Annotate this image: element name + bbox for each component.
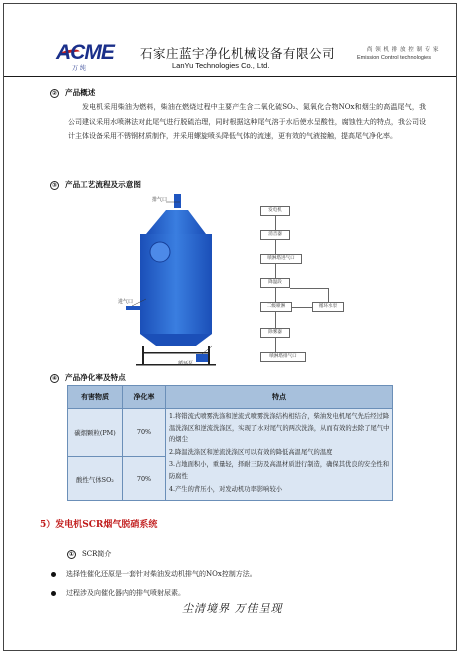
company-name-en: LanYu Technologies Co., Ltd.: [172, 61, 270, 70]
tower-label-inlet: 进气口: [118, 299, 134, 305]
company-name-cn: 石家庄蓝宇净化机械设备有限公司: [140, 46, 336, 61]
table-cell-rate: 70%: [136, 475, 152, 483]
table-cell-substance: 酸性气体SO₂: [76, 476, 114, 484]
flow-step-outlet: 喷淋塔排气口: [260, 352, 306, 362]
section-title: 产品净化率及特点: [65, 373, 126, 382]
subsection-title: SCR简介: [82, 550, 112, 558]
table-header-substance: 有害物质: [68, 386, 122, 408]
feature-item: 1.将错流式喷雾洗涤和逆流式喷雾洗涤结构相结合，柴油发电机尾气先后经过降温洗涤区和逆流洗涤区，实现了水对尾气的两次洗涤，从而有效的去除了尾气中的烟尘: [169, 413, 390, 443]
flow-step-demister: 除雾器: [260, 328, 290, 338]
efficiency-table: [67, 385, 393, 501]
bullet-text: 过程涉及向催化器内的排气喷射尿素。: [66, 589, 185, 597]
page-header: [4, 4, 456, 84]
feature-item: 3.占地面积小，重量轻，择耐三防及高温材质进行制造，确保其优良的安全性和防腐性: [169, 461, 390, 480]
tower-label-pump: 循环泵: [178, 361, 194, 367]
bullet-item: [51, 569, 257, 579]
flow-step-secondary-spray: 二级喷淋: [260, 302, 292, 312]
tagline-cn: 尚 领 机 排 放 控 制 专 家: [367, 47, 439, 53]
spray-tower-svg: [116, 194, 224, 372]
tagline-en: Emission Control technologies: [357, 55, 431, 61]
feature-item: 4.产生的背压小，对发动机功率影响较小: [169, 486, 283, 493]
process-flow-diagram: [254, 202, 366, 362]
section-heading-process: [50, 179, 141, 190]
section-heading-scr: 5）发电机SCR烟气脱硝系统: [40, 520, 158, 530]
logo-subtext: 万 纯: [72, 65, 86, 72]
tower-top-cone: [146, 210, 206, 234]
section-title: 产品工艺流程及示意图: [65, 180, 141, 189]
section-number: ②: [51, 89, 58, 97]
spray-tower-illustration: [116, 194, 224, 372]
tower-label-outlet: 排气口: [152, 197, 168, 203]
logo-text: ACME: [56, 41, 114, 64]
inlet-pipe: [126, 306, 140, 310]
subsection-heading-scr-intro: [67, 549, 111, 559]
bullet-text: 选择性催化还原是一套针对柴油发动机排气的NOx控制方法。: [66, 570, 257, 578]
exhaust-pipe: [174, 194, 181, 208]
pump-icon: [196, 354, 208, 362]
tower-bottom-cone: [140, 334, 212, 346]
section-heading-overview: [50, 87, 95, 98]
table-cell-substance: 碳烟颗粒(PM): [74, 429, 116, 437]
bullet-dot-icon: [51, 591, 56, 596]
flow-step-cooling: 降温段: [260, 278, 290, 288]
table-header-features: 特点: [166, 386, 392, 408]
flow-step-inlet: 喷淋塔进气口: [260, 254, 302, 264]
table-header-rate: 净化率: [123, 386, 165, 408]
manhole-icon: [150, 242, 170, 262]
table-cell-rate: 70%: [136, 428, 152, 436]
company-logo: [56, 41, 126, 73]
bullet-dot-icon: [51, 572, 56, 577]
flow-step-muffler: 消音器: [260, 230, 290, 240]
section-title: 产品概述: [65, 88, 96, 97]
company-slogan: 尘清境界 万佳呈现: [182, 602, 283, 615]
bullet-item: [51, 588, 185, 598]
section-number: ①: [68, 550, 75, 558]
overview-paragraph: 发电机采用柴油为燃料，柴油在燃烧过程中主要产生含二氧化硫SO₂、氮氧化合物NOx和烟尘的高温尾气，我公司建议采用水喷淋法对此尾气进行脱硫治理，同时根据这种尾气溶于水后使水呈酸性，腐蚀性大的特点，我公司设计主体设备采用不锈钢材质制作，并采用螺旋喷头降低气体的流速，更有效的气液接触，提高尾气净化率。: [68, 103, 426, 140]
section-number: ③: [51, 181, 58, 189]
flow-step-generator: 发电机: [260, 206, 290, 216]
header-divider: [4, 76, 456, 77]
section-number: ④: [51, 374, 58, 382]
flow-step-circulation-pump: 循环水泵: [312, 302, 344, 312]
feature-item: 2.降温洗涤区和逆流洗涤区可以有效的降低高温尾气的温度: [169, 449, 333, 456]
section-heading-efficiency: [50, 372, 126, 383]
document-page: [3, 3, 457, 651]
